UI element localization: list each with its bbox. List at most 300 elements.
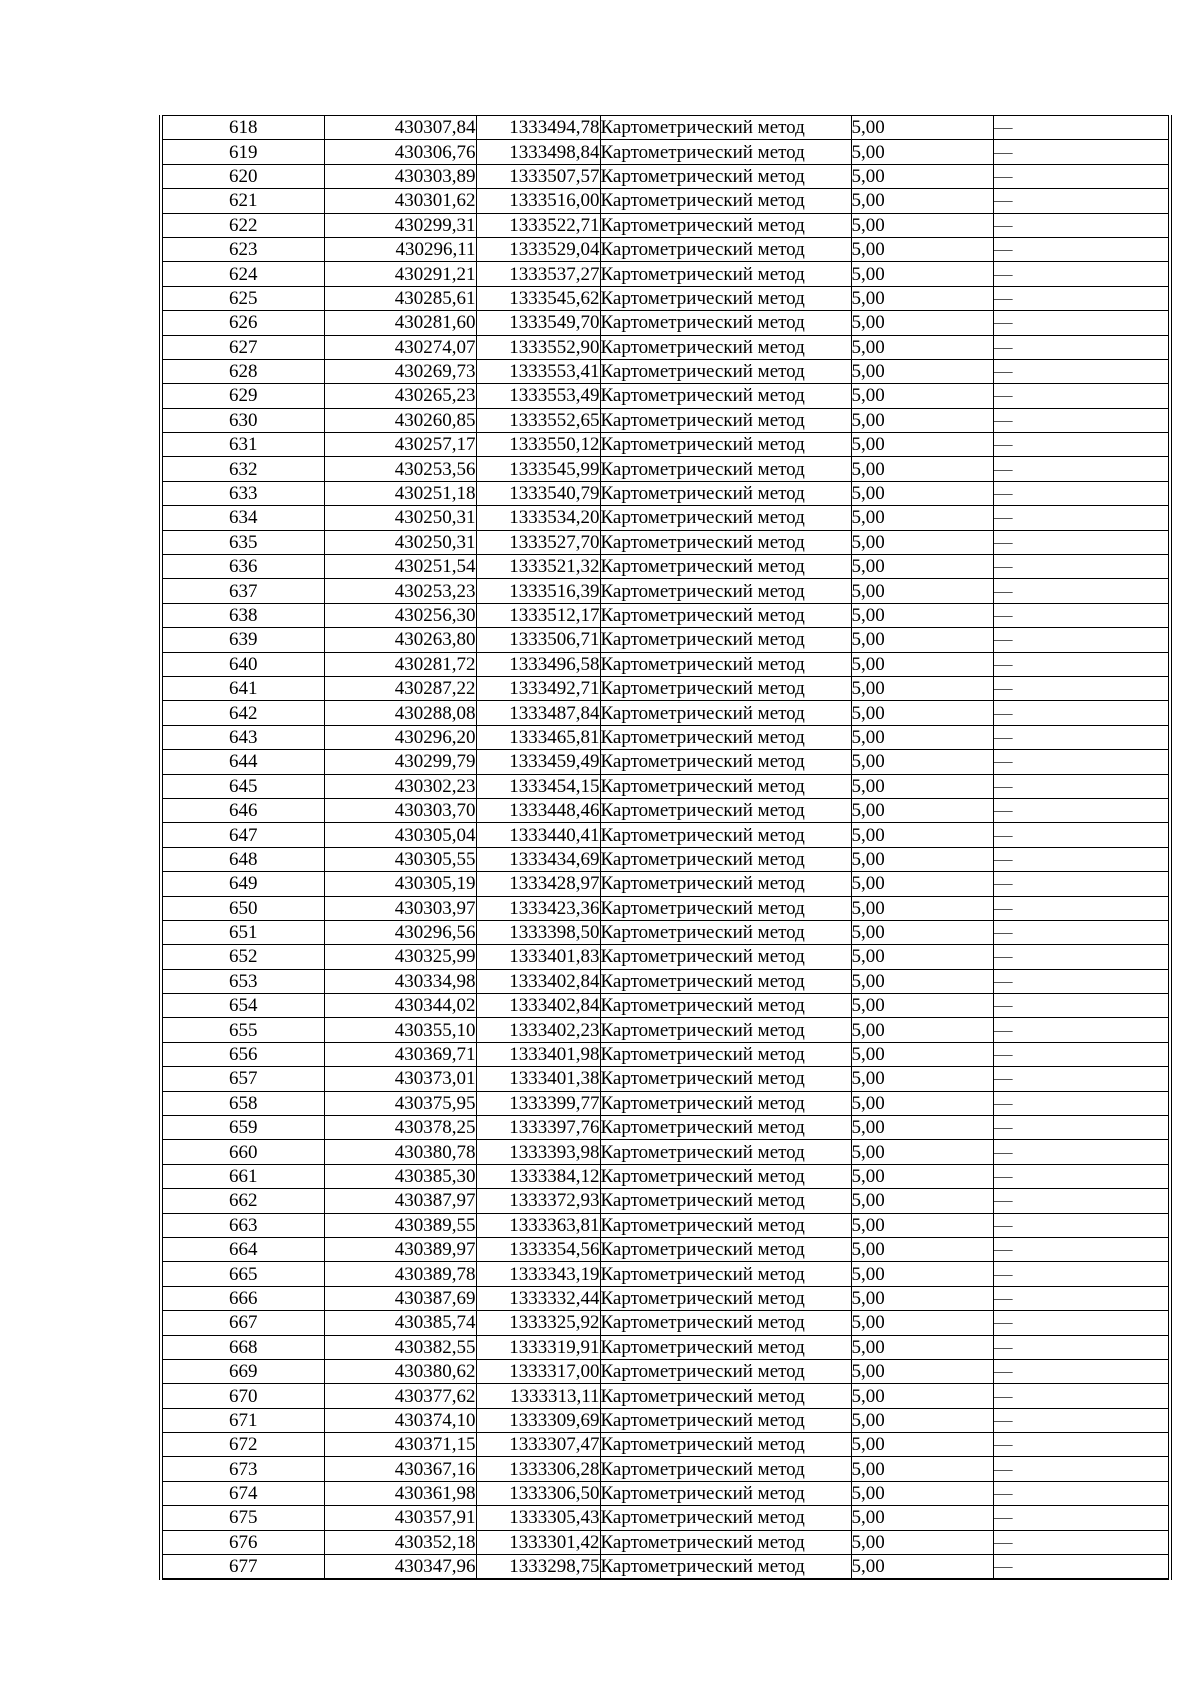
point-number-cell: 632 — [161, 457, 324, 481]
coordinate-x-cell: 430299,79 — [324, 750, 476, 774]
accuracy-cell: 5,00 — [851, 823, 993, 847]
method-cell: Картометрический метод — [600, 481, 851, 505]
coordinate-x-cell: 430389,55 — [324, 1213, 476, 1237]
coordinate-y-cell: 1333402,84 — [476, 994, 600, 1018]
table-row — [161, 1384, 1170, 1408]
coordinate-x-cell: 430385,30 — [324, 1164, 476, 1188]
coordinate-y-cell: 1333552,65 — [476, 408, 600, 432]
description-cell: — — [993, 676, 1170, 700]
coordinate-y-cell: 1333496,58 — [476, 652, 600, 676]
accuracy-cell: 5,00 — [851, 750, 993, 774]
coordinate-x-cell: 430387,69 — [324, 1286, 476, 1310]
coordinate-y-cell: 1333512,17 — [476, 603, 600, 627]
coordinate-y-cell: 1333363,81 — [476, 1213, 600, 1237]
table-row — [161, 1433, 1170, 1457]
accuracy-cell: 5,00 — [851, 725, 993, 749]
table-row — [161, 140, 1170, 164]
description-cell: — — [993, 408, 1170, 432]
table-row — [161, 555, 1170, 579]
table-row — [161, 213, 1170, 237]
table-row — [161, 1091, 1170, 1115]
method-cell: Картометрический метод — [600, 1457, 851, 1481]
coordinate-x-cell: 430373,01 — [324, 1067, 476, 1091]
method-cell: Картометрический метод — [600, 750, 851, 774]
method-cell: Картометрический метод — [600, 701, 851, 725]
accuracy-cell: 5,00 — [851, 1116, 993, 1140]
description-cell: — — [993, 1042, 1170, 1066]
method-cell: Картометрический метод — [600, 457, 851, 481]
table-row — [161, 798, 1170, 822]
point-number-cell: 629 — [161, 384, 324, 408]
accuracy-cell: 5,00 — [851, 1555, 993, 1580]
table-row — [161, 969, 1170, 993]
description-cell: — — [993, 286, 1170, 310]
table-row — [161, 1555, 1170, 1580]
point-number-cell: 651 — [161, 920, 324, 944]
point-number-cell: 644 — [161, 750, 324, 774]
coordinate-x-cell: 430281,72 — [324, 652, 476, 676]
coordinate-x-cell: 430253,23 — [324, 579, 476, 603]
table-row — [161, 872, 1170, 896]
table-row — [161, 1506, 1170, 1530]
coordinate-y-cell: 1333393,98 — [476, 1140, 600, 1164]
description-cell: — — [993, 823, 1170, 847]
accuracy-cell: 5,00 — [851, 1530, 993, 1554]
coordinate-y-cell: 1333401,83 — [476, 945, 600, 969]
coordinate-x-cell: 430303,97 — [324, 896, 476, 920]
accuracy-cell: 5,00 — [851, 1335, 993, 1359]
description-cell: — — [993, 1506, 1170, 1530]
method-cell: Картометрический метод — [600, 1189, 851, 1213]
point-number-cell: 650 — [161, 896, 324, 920]
description-cell: — — [993, 433, 1170, 457]
point-number-cell: 652 — [161, 945, 324, 969]
description-cell: — — [993, 1213, 1170, 1237]
coordinate-y-cell: 1333428,97 — [476, 872, 600, 896]
coordinate-y-cell: 1333301,42 — [476, 1530, 600, 1554]
coordinate-y-cell: 1333550,12 — [476, 433, 600, 457]
method-cell: Картометрический метод — [600, 1262, 851, 1286]
accuracy-cell: 5,00 — [851, 1384, 993, 1408]
method-cell: Картометрический метод — [600, 774, 851, 798]
coordinate-x-cell: 430301,62 — [324, 189, 476, 213]
coordinate-x-cell: 430367,16 — [324, 1457, 476, 1481]
coordinate-x-cell: 430251,54 — [324, 555, 476, 579]
accuracy-cell: 5,00 — [851, 701, 993, 725]
description-cell: — — [993, 1286, 1170, 1310]
description-cell: — — [993, 603, 1170, 627]
point-number-cell: 628 — [161, 359, 324, 383]
point-number-cell: 627 — [161, 335, 324, 359]
table-row — [161, 676, 1170, 700]
coordinate-y-cell: 1333325,92 — [476, 1311, 600, 1335]
coordinate-x-cell: 430380,78 — [324, 1140, 476, 1164]
coordinate-x-cell: 430269,73 — [324, 359, 476, 383]
coordinate-x-cell: 430299,31 — [324, 213, 476, 237]
accuracy-cell: 5,00 — [851, 1506, 993, 1530]
table-row — [161, 579, 1170, 603]
table-row — [161, 750, 1170, 774]
table-row — [161, 823, 1170, 847]
table-row — [161, 433, 1170, 457]
description-cell: — — [993, 1237, 1170, 1261]
description-cell: — — [993, 1457, 1170, 1481]
table-row — [161, 311, 1170, 335]
accuracy-cell: 5,00 — [851, 1042, 993, 1066]
point-number-cell: 661 — [161, 1164, 324, 1188]
description-cell: — — [993, 701, 1170, 725]
point-number-cell: 676 — [161, 1530, 324, 1554]
accuracy-cell: 5,00 — [851, 140, 993, 164]
coordinate-y-cell: 1333440,41 — [476, 823, 600, 847]
table-row — [161, 1067, 1170, 1091]
method-cell: Картометрический метод — [600, 1042, 851, 1066]
coordinate-x-cell: 430382,55 — [324, 1335, 476, 1359]
point-number-cell: 642 — [161, 701, 324, 725]
method-cell: Картометрический метод — [600, 920, 851, 944]
coordinate-x-cell: 430352,18 — [324, 1530, 476, 1554]
coordinate-x-cell: 430296,20 — [324, 725, 476, 749]
coordinate-y-cell: 1333492,71 — [476, 676, 600, 700]
method-cell: Картометрический метод — [600, 311, 851, 335]
coordinate-x-cell: 430374,10 — [324, 1408, 476, 1432]
description-cell: — — [993, 1481, 1170, 1505]
coordinate-y-cell: 1333454,15 — [476, 774, 600, 798]
point-number-cell: 671 — [161, 1408, 324, 1432]
accuracy-cell: 5,00 — [851, 481, 993, 505]
table-row — [161, 1335, 1170, 1359]
table-row — [161, 116, 1170, 140]
accuracy-cell: 5,00 — [851, 652, 993, 676]
point-number-cell: 655 — [161, 1018, 324, 1042]
description-cell: — — [993, 725, 1170, 749]
point-number-cell: 621 — [161, 189, 324, 213]
method-cell: Картометрический метод — [600, 506, 851, 530]
method-cell: Картометрический метод — [600, 872, 851, 896]
description-cell: — — [993, 994, 1170, 1018]
coordinate-y-cell: 1333545,99 — [476, 457, 600, 481]
point-number-cell: 643 — [161, 725, 324, 749]
accuracy-cell: 5,00 — [851, 969, 993, 993]
method-cell: Картометрический метод — [600, 408, 851, 432]
table-row — [161, 1237, 1170, 1261]
accuracy-cell: 5,00 — [851, 530, 993, 554]
table-row — [161, 457, 1170, 481]
method-cell: Картометрический метод — [600, 116, 851, 140]
coordinate-y-cell: 1333549,70 — [476, 311, 600, 335]
method-cell: Картометрический метод — [600, 1384, 851, 1408]
method-cell: Картометрический метод — [600, 969, 851, 993]
description-cell: — — [993, 457, 1170, 481]
description-cell: — — [993, 1164, 1170, 1188]
table-row — [161, 774, 1170, 798]
description-cell: — — [993, 335, 1170, 359]
table-row — [161, 1481, 1170, 1505]
table-row — [161, 506, 1170, 530]
method-cell: Картометрический метод — [600, 359, 851, 383]
coordinates-table-body — [161, 116, 1170, 1580]
point-number-cell: 630 — [161, 408, 324, 432]
table-row — [161, 945, 1170, 969]
point-number-cell: 622 — [161, 213, 324, 237]
table-row — [161, 603, 1170, 627]
accuracy-cell: 5,00 — [851, 311, 993, 335]
table-row — [161, 481, 1170, 505]
coordinate-x-cell: 430281,60 — [324, 311, 476, 335]
point-number-cell: 641 — [161, 676, 324, 700]
method-cell: Картометрический метод — [600, 530, 851, 554]
method-cell: Картометрический метод — [600, 433, 851, 457]
table-row — [161, 1457, 1170, 1481]
coordinate-y-cell: 1333459,49 — [476, 750, 600, 774]
point-number-cell: 660 — [161, 1140, 324, 1164]
table-row — [161, 920, 1170, 944]
coordinate-y-cell: 1333540,79 — [476, 481, 600, 505]
table-row — [161, 1408, 1170, 1432]
accuracy-cell: 5,00 — [851, 116, 993, 140]
accuracy-cell: 5,00 — [851, 1213, 993, 1237]
method-cell: Картометрический метод — [600, 1164, 851, 1188]
method-cell: Картометрический метод — [600, 384, 851, 408]
point-number-cell: 662 — [161, 1189, 324, 1213]
accuracy-cell: 5,00 — [851, 603, 993, 627]
coordinate-x-cell: 430325,99 — [324, 945, 476, 969]
description-cell: — — [993, 1359, 1170, 1383]
point-number-cell: 667 — [161, 1311, 324, 1335]
description-cell: — — [993, 872, 1170, 896]
coordinate-x-cell: 430303,70 — [324, 798, 476, 822]
accuracy-cell: 5,00 — [851, 628, 993, 652]
method-cell: Картометрический метод — [600, 896, 851, 920]
method-cell: Картометрический метод — [600, 1335, 851, 1359]
point-number-cell: 646 — [161, 798, 324, 822]
accuracy-cell: 5,00 — [851, 774, 993, 798]
coordinate-y-cell: 1333306,50 — [476, 1481, 600, 1505]
coordinate-x-cell: 430257,17 — [324, 433, 476, 457]
coordinate-y-cell: 1333398,50 — [476, 920, 600, 944]
table-row — [161, 1140, 1170, 1164]
accuracy-cell: 5,00 — [851, 1237, 993, 1261]
accuracy-cell: 5,00 — [851, 1067, 993, 1091]
method-cell: Картометрический метод — [600, 1433, 851, 1457]
accuracy-cell: 5,00 — [851, 994, 993, 1018]
accuracy-cell: 5,00 — [851, 872, 993, 896]
coordinate-x-cell: 430307,84 — [324, 116, 476, 140]
table-row — [161, 335, 1170, 359]
method-cell: Картометрический метод — [600, 1555, 851, 1580]
accuracy-cell: 5,00 — [851, 189, 993, 213]
accuracy-cell: 5,00 — [851, 164, 993, 188]
point-number-cell: 619 — [161, 140, 324, 164]
coordinate-x-cell: 430263,80 — [324, 628, 476, 652]
coordinate-y-cell: 1333465,81 — [476, 725, 600, 749]
table-row — [161, 530, 1170, 554]
table-row — [161, 1189, 1170, 1213]
point-number-cell: 663 — [161, 1213, 324, 1237]
coordinate-x-cell: 430387,97 — [324, 1189, 476, 1213]
description-cell: — — [993, 1018, 1170, 1042]
accuracy-cell: 5,00 — [851, 359, 993, 383]
point-number-cell: 664 — [161, 1237, 324, 1261]
coordinate-x-cell: 430361,98 — [324, 1481, 476, 1505]
coordinate-x-cell: 430250,31 — [324, 530, 476, 554]
accuracy-cell: 5,00 — [851, 457, 993, 481]
point-number-cell: 670 — [161, 1384, 324, 1408]
table-row — [161, 408, 1170, 432]
description-cell: — — [993, 774, 1170, 798]
table-row — [161, 1116, 1170, 1140]
description-cell: — — [993, 1555, 1170, 1580]
description-cell: — — [993, 1530, 1170, 1554]
method-cell: Картометрический метод — [600, 1481, 851, 1505]
table-row — [161, 896, 1170, 920]
coordinate-y-cell: 1333507,57 — [476, 164, 600, 188]
accuracy-cell: 5,00 — [851, 1286, 993, 1310]
coordinate-y-cell: 1333372,93 — [476, 1189, 600, 1213]
description-cell: — — [993, 1189, 1170, 1213]
coordinate-x-cell: 430296,56 — [324, 920, 476, 944]
coordinate-x-cell: 430256,30 — [324, 603, 476, 627]
point-number-cell: 653 — [161, 969, 324, 993]
table-row — [161, 286, 1170, 310]
coordinate-x-cell: 430305,19 — [324, 872, 476, 896]
point-number-cell: 677 — [161, 1555, 324, 1580]
point-number-cell: 631 — [161, 433, 324, 457]
coordinate-y-cell: 1333553,41 — [476, 359, 600, 383]
description-cell: — — [993, 237, 1170, 261]
accuracy-cell: 5,00 — [851, 506, 993, 530]
method-cell: Картометрический метод — [600, 213, 851, 237]
method-cell: Картометрический метод — [600, 1359, 851, 1383]
coordinate-x-cell: 430305,04 — [324, 823, 476, 847]
accuracy-cell: 5,00 — [851, 213, 993, 237]
method-cell: Картометрический метод — [600, 1091, 851, 1115]
table-row — [161, 725, 1170, 749]
table-row — [161, 847, 1170, 871]
coordinate-y-cell: 1333319,91 — [476, 1335, 600, 1359]
method-cell: Картометрический метод — [600, 1311, 851, 1335]
method-cell: Картометрический метод — [600, 725, 851, 749]
accuracy-cell: 5,00 — [851, 1408, 993, 1432]
description-cell: — — [993, 847, 1170, 871]
coordinate-y-cell: 1333401,38 — [476, 1067, 600, 1091]
method-cell: Картометрический метод — [600, 262, 851, 286]
method-cell: Картометрический метод — [600, 1213, 851, 1237]
description-cell: — — [993, 189, 1170, 213]
coordinate-y-cell: 1333553,49 — [476, 384, 600, 408]
point-number-cell: 637 — [161, 579, 324, 603]
method-cell: Картометрический метод — [600, 286, 851, 310]
description-cell: — — [993, 1091, 1170, 1115]
point-number-cell: 654 — [161, 994, 324, 1018]
accuracy-cell: 5,00 — [851, 945, 993, 969]
table-row — [161, 1286, 1170, 1310]
coordinate-x-cell: 430389,78 — [324, 1262, 476, 1286]
accuracy-cell: 5,00 — [851, 1164, 993, 1188]
accuracy-cell: 5,00 — [851, 847, 993, 871]
point-number-cell: 665 — [161, 1262, 324, 1286]
point-number-cell: 672 — [161, 1433, 324, 1457]
accuracy-cell: 5,00 — [851, 1359, 993, 1383]
method-cell: Картометрический метод — [600, 1116, 851, 1140]
coordinate-x-cell: 430375,95 — [324, 1091, 476, 1115]
description-cell: — — [993, 1335, 1170, 1359]
coordinate-y-cell: 1333402,23 — [476, 1018, 600, 1042]
table-row — [161, 701, 1170, 725]
coordinate-y-cell: 1333397,76 — [476, 1116, 600, 1140]
coordinate-y-cell: 1333402,84 — [476, 969, 600, 993]
method-cell: Картометрический метод — [600, 798, 851, 822]
method-cell: Картометрический метод — [600, 1140, 851, 1164]
method-cell: Картометрический метод — [600, 994, 851, 1018]
coordinate-y-cell: 1333401,98 — [476, 1042, 600, 1066]
method-cell: Картометрический метод — [600, 847, 851, 871]
description-cell: — — [993, 530, 1170, 554]
coordinate-x-cell: 430306,76 — [324, 140, 476, 164]
accuracy-cell: 5,00 — [851, 555, 993, 579]
coordinate-y-cell: 1333423,36 — [476, 896, 600, 920]
coordinate-x-cell: 430250,31 — [324, 506, 476, 530]
coordinate-y-cell: 1333529,04 — [476, 237, 600, 261]
accuracy-cell: 5,00 — [851, 408, 993, 432]
method-cell: Картометрический метод — [600, 603, 851, 627]
accuracy-cell: 5,00 — [851, 896, 993, 920]
point-number-cell: 623 — [161, 237, 324, 261]
coordinate-y-cell: 1333305,43 — [476, 1506, 600, 1530]
coordinate-x-cell: 430288,08 — [324, 701, 476, 725]
description-cell: — — [993, 1384, 1170, 1408]
coordinate-y-cell: 1333317,00 — [476, 1359, 600, 1383]
coordinate-x-cell: 430285,61 — [324, 286, 476, 310]
coordinate-y-cell: 1333399,77 — [476, 1091, 600, 1115]
table-row — [161, 652, 1170, 676]
description-cell: — — [993, 652, 1170, 676]
description-cell: — — [993, 164, 1170, 188]
description-cell: — — [993, 628, 1170, 652]
table-row — [161, 1164, 1170, 1188]
coordinate-y-cell: 1333498,84 — [476, 140, 600, 164]
table-row — [161, 628, 1170, 652]
description-cell: — — [993, 506, 1170, 530]
coordinate-y-cell: 1333537,27 — [476, 262, 600, 286]
coordinate-x-cell: 430380,62 — [324, 1359, 476, 1383]
coordinate-x-cell: 430378,25 — [324, 1116, 476, 1140]
accuracy-cell: 5,00 — [851, 262, 993, 286]
coordinate-y-cell: 1333522,71 — [476, 213, 600, 237]
table-row — [161, 1042, 1170, 1066]
accuracy-cell: 5,00 — [851, 335, 993, 359]
coordinate-y-cell: 1333516,00 — [476, 189, 600, 213]
coordinate-y-cell: 1333309,69 — [476, 1408, 600, 1432]
accuracy-cell: 5,00 — [851, 579, 993, 603]
point-number-cell: 634 — [161, 506, 324, 530]
accuracy-cell: 5,00 — [851, 798, 993, 822]
accuracy-cell: 5,00 — [851, 1189, 993, 1213]
coordinate-x-cell: 430344,02 — [324, 994, 476, 1018]
point-number-cell: 668 — [161, 1335, 324, 1359]
table-row — [161, 1262, 1170, 1286]
description-cell: — — [993, 359, 1170, 383]
table-row — [161, 164, 1170, 188]
coordinate-y-cell: 1333521,32 — [476, 555, 600, 579]
point-number-cell: 669 — [161, 1359, 324, 1383]
coordinate-x-cell: 430287,22 — [324, 676, 476, 700]
coordinate-y-cell: 1333306,28 — [476, 1457, 600, 1481]
coordinate-x-cell: 430251,18 — [324, 481, 476, 505]
method-cell: Картометрический метод — [600, 579, 851, 603]
coordinate-y-cell: 1333545,62 — [476, 286, 600, 310]
description-cell: — — [993, 1433, 1170, 1457]
